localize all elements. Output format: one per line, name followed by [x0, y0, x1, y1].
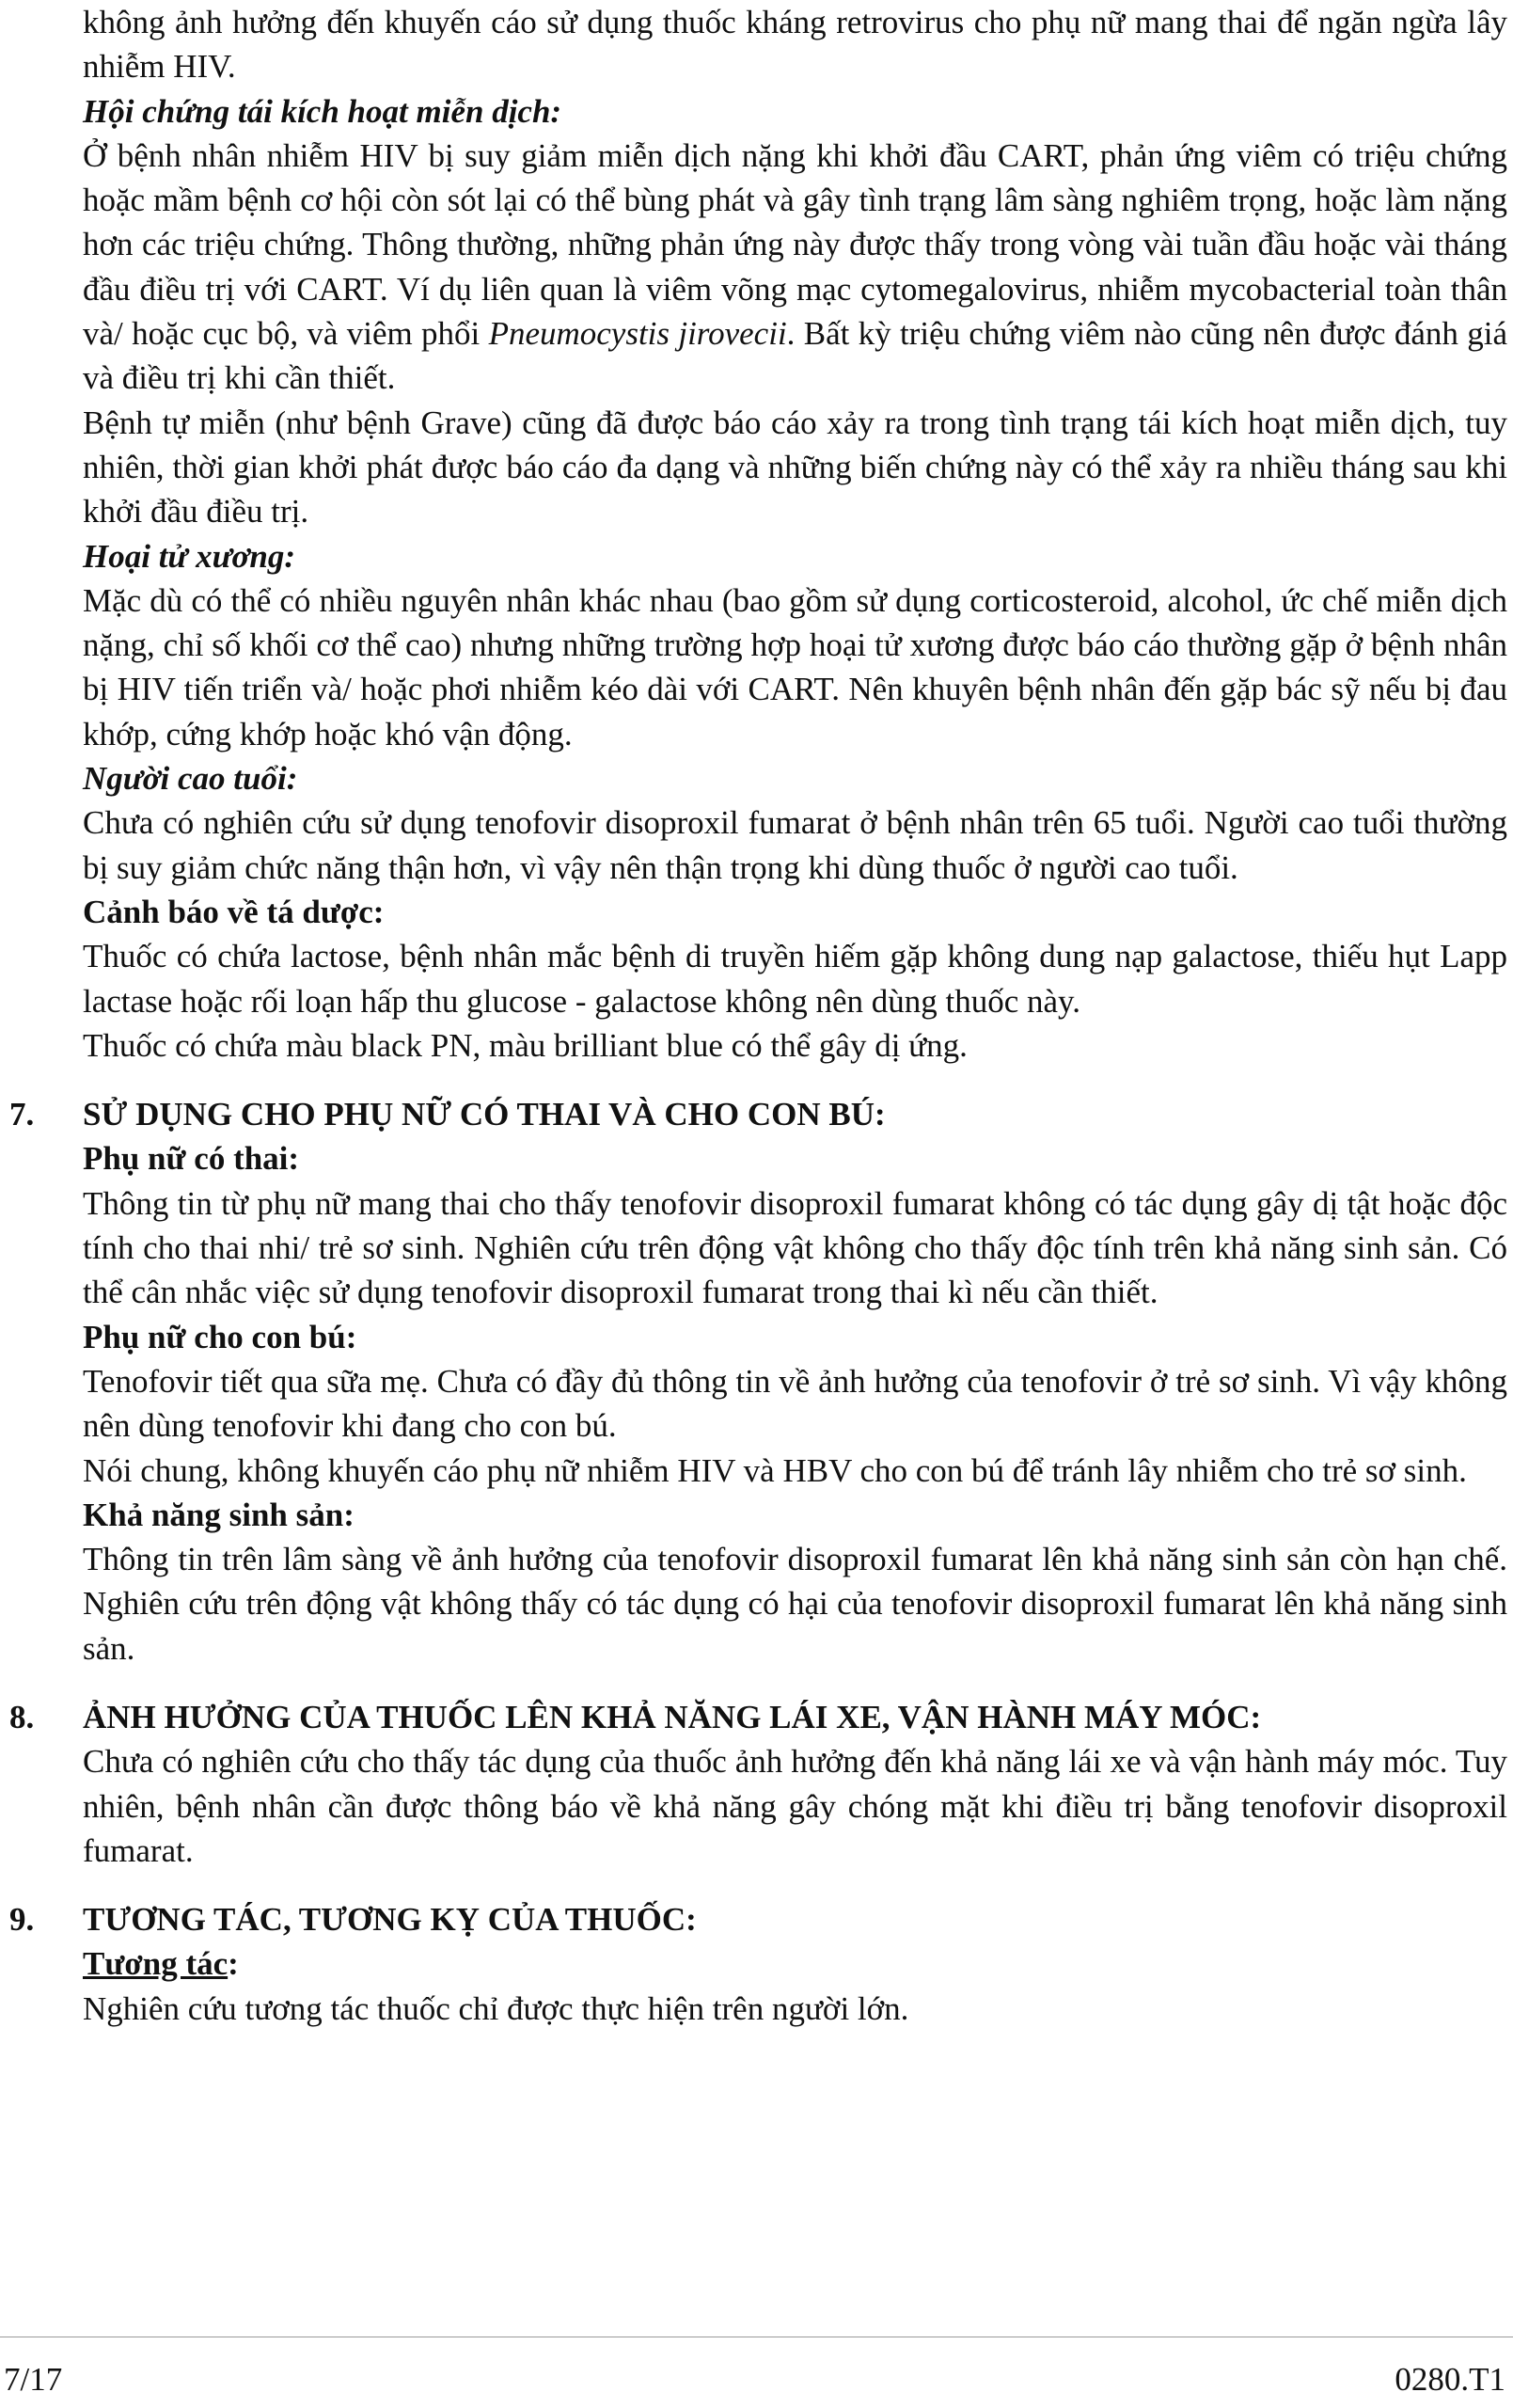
- section-9-title: [9, 1897, 1507, 1941]
- section-8-title: [9, 1695, 1507, 1739]
- pregnant-heading: Phụ nữ có thai:: [83, 1140, 300, 1178]
- elderly-heading: Người cao tuổi:: [83, 760, 298, 798]
- immune-text-a: Ở bệnh nhân nhiễm HIV bị suy giảm miễn dịch nặng khi khởi đầu CART, phản ứng viêm có triệu chứng hoặc mầm bệnh cơ hội còn sót lại có thể bùng phát và gây tình trạng lâm sàng nghiêm trọng, hoặc làm nặng hơn các triệu chứng. Thông thường, những phản ứng này được thấy trong vòng vài tuần đầu hoặc vài tháng đầu điều trị với CART. Ví dụ liên quan là viêm võng mạc cytomegalovirus, nhiễm mycobacterial toàn thân và/ hoặc cục bộ, và viêm phổi: [83, 136, 1507, 353]
- immune-paragraph-2: Bệnh tự miễn (như bệnh Grave) cũng đã được báo cáo xảy ra trong tình trạng tái kích hoạt miễn dịch, tuy nhiên, thời gian khởi phát được báo cáo đa dạng và những biến chứng này có thể xảy ra nhiều tháng sau khi khởi đầu điều trị.: [83, 404, 1507, 531]
- osteonecrosis-heading: Hoại tử xương:: [83, 537, 296, 575]
- fertility-paragraph: Thông tin trên lâm sàng về ảnh hưởng của tenofovir disoproxil fumarat lên khả năng sinh sản còn hạn chế. Nghiên cứu trên động vật không thấy có tác dụng có hại của tenofovir disoproxil fumarat lên khả năng sinh sản.: [83, 1541, 1507, 1667]
- breastfeeding-paragraph-1: Tenofovir tiết qua sữa mẹ. Chưa có đầy đủ thông tin về ảnh hưởng của tenofovir ở trẻ sơ sinh. Vì vậy không nên dùng tenofovir khi đang cho con bú.: [83, 1362, 1507, 1445]
- spacer: [83, 1671, 1507, 1695]
- spacer: [83, 1873, 1507, 1897]
- breastfeeding-paragraph-2: Nói chung, không khuyến cáo phụ nữ nhiễm HIV và HBV cho con bú để tránh lây nhiễm cho trẻ sơ sinh.: [83, 1451, 1467, 1489]
- interaction-heading-text: Tương tác: [83, 1945, 229, 1983]
- section-8-number: 8.: [9, 1698, 35, 1735]
- immune-organism-name: Pneumocystis jirovecii: [488, 315, 787, 353]
- breastfeeding-heading: Phụ nữ cho con bú:: [83, 1318, 357, 1355]
- document-body: [9, 0, 1507, 2031]
- driving-paragraph: Chưa có nghiên cứu cho thấy tác dụng của thuốc ảnh hưởng đến khả năng lái xe và vận hành máy móc. Tuy nhiên, bệnh nhân cần được thông báo về khả năng gây chóng mặt khi điều trị bằng tenofovir disoproxil fumarat.: [83, 1743, 1507, 1869]
- interaction-heading: [83, 1941, 1507, 1986]
- intro-paragraph: không ảnh hưởng đến khuyến cáo sử dụng thuốc kháng retrovirus cho phụ nữ mang thai để ngăn ngừa lây nhiễm HIV.: [83, 4, 1507, 86]
- pregnant-paragraph: Thông tin từ phụ nữ mang thai cho thấy tenofovir disoproxil fumarat không có tác dụng gây dị tật hoặc độc tính cho thai nhi/ trẻ sơ sinh. Nghiên cứu trên động vật không cho thấy độc tính trên khả năng sinh sản. Có thể cân nhắc việc sử dụng tenofovir disoproxil fumarat trong thai kì nếu cần thiết.: [83, 1184, 1507, 1311]
- page-number: 7/17: [4, 2361, 63, 2398]
- section-7-title-text: SỬ DỤNG CHO PHỤ NỮ CÓ THAI VÀ CHO CON BÚ:: [83, 1096, 886, 1133]
- section-7-title: [9, 1092, 1507, 1136]
- excipients-paragraph-2: Thuốc có chứa màu black PN, màu brilliant blue có thể gây dị ứng.: [83, 1026, 968, 1064]
- interaction-heading-colon: :: [228, 1945, 239, 1983]
- section-9-number: 9.: [9, 1901, 35, 1939]
- document-code: 0280.T1: [1395, 2361, 1505, 2398]
- immune-paragraph-1: [83, 134, 1507, 401]
- spacer: [83, 1068, 1507, 1092]
- section-7-number: 7.: [9, 1096, 35, 1133]
- excipients-paragraph-1: Thuốc có chứa lactose, bệnh nhân mắc bệnh di truyền hiếm gặp không dung nạp galactose, thiếu hụt Lapp lactase hoặc rối loạn hấp thu glucose - galactose không nên dùng thuốc này.: [83, 938, 1507, 1020]
- osteonecrosis-paragraph: Mặc dù có thể có nhiều nguyên nhân khác nhau (bao gồm sử dụng corticosteroid, alcohol, ức chế miễn dịch nặng, chỉ số khối cơ thể cao) nhưng những trường hợp hoại tử xương được báo cáo thường gặp ở bệnh nhân bị HIV tiến triển và/ hoặc phơi nhiễm kéo dài với CART. Nên khuyên bệnh nhân đến gặp bác sỹ nếu bị đau khớp, cứng khớp hoặc khó vận động.: [83, 581, 1507, 752]
- fertility-heading: Khả năng sinh sản:: [83, 1496, 355, 1533]
- elderly-paragraph: Chưa có nghiên cứu sử dụng tenofovir disoproxil fumarat ở bệnh nhân trên 65 tuổi. Người cao tuổi thường bị suy giảm chức năng thận hơn, vì vậy nên thận trọng khi dùng thuốc ở người cao tuổi.: [83, 804, 1507, 886]
- immune-text-b: . Bất kỳ triệu chứng viêm nào cũng nên được đánh giá và điều trị khi cần thiết.: [83, 315, 1507, 397]
- section-9-title-text: TƯƠNG TÁC, TƯƠNG KỴ CỦA THUỐC:: [83, 1901, 697, 1939]
- immune-reconstitution-heading: Hội chứng tái kích hoạt miễn dịch:: [83, 92, 562, 130]
- interaction-paragraph: Nghiên cứu tương tác thuốc chỉ được thực hiện trên người lớn.: [83, 1989, 909, 2027]
- excipients-heading: Cảnh báo về tá dược:: [83, 893, 385, 930]
- section-8-title-text: ẢNH HƯỞNG CỦA THUỐC LÊN KHẢ NĂNG LÁI XE, VẬN HÀNH MÁY MÓC:: [83, 1698, 1262, 1735]
